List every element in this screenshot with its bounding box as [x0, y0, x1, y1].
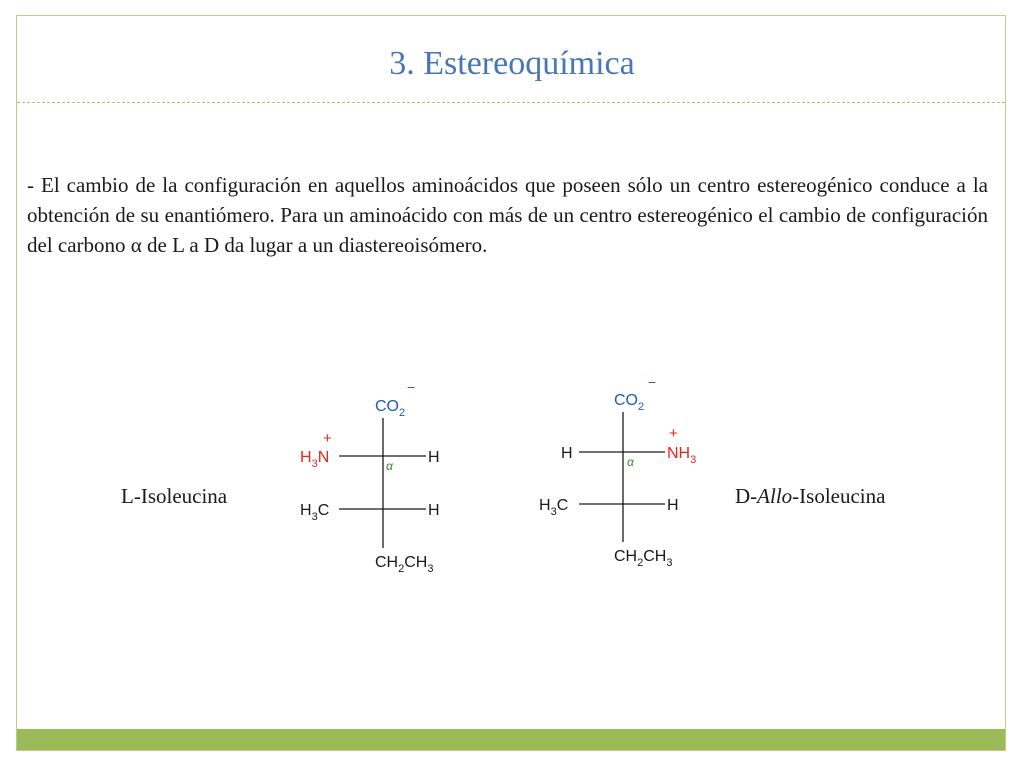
alpha-carbon-label: α — [627, 455, 634, 469]
l-isoleucine-structure — [300, 379, 440, 575]
l-isoleucine-label: L-Isoleucina — [121, 484, 228, 508]
ethyl-group: $CH_2CH_3$ — [614, 548, 673, 569]
hydrogen-atom: H — [667, 497, 679, 514]
body-paragraph: - El cambio de la configuración en aquellos aminoácidos que poseen sólo un centro estereogénico conduce a la obtención de su enantiómero. Para un aminoácido con más de un centro estereogénico el cambio de configuración del carbono α de L a D da lugar a un diastereoisómero. — [27, 173, 988, 257]
label-prefix: D- — [735, 484, 758, 508]
negative-charge: − — [648, 374, 657, 390]
d-alloisoleucine-structure — [539, 374, 696, 569]
ethyl-group: $CH_2CH_3$ — [375, 554, 434, 575]
ammonium-group: $NH_3$ — [667, 445, 697, 466]
footer-accent-bar — [17, 729, 1005, 750]
alpha-carbon-label: α — [386, 459, 393, 473]
hydrogen-atom: H — [428, 502, 440, 519]
hydrogen-atom: H — [561, 445, 573, 462]
label-suffix: -Isoleucina — [792, 484, 886, 508]
slide-title: 3. Estereoquímica — [389, 45, 635, 82]
label-italic: Allo — [757, 484, 793, 508]
negative-charge: − — [407, 379, 416, 395]
positive-charge: + — [323, 430, 332, 447]
ammonium-group: $H_3N$ — [300, 449, 330, 470]
carboxylate-group: $CO_2$ — [375, 398, 406, 419]
positive-charge: + — [669, 425, 678, 442]
hydrogen-atom: H — [428, 449, 440, 466]
methyl-group: $H_3C$ — [539, 497, 569, 518]
carboxylate-group: $CO_2$ — [614, 392, 645, 413]
methyl-group: $H_3C$ — [300, 502, 330, 523]
